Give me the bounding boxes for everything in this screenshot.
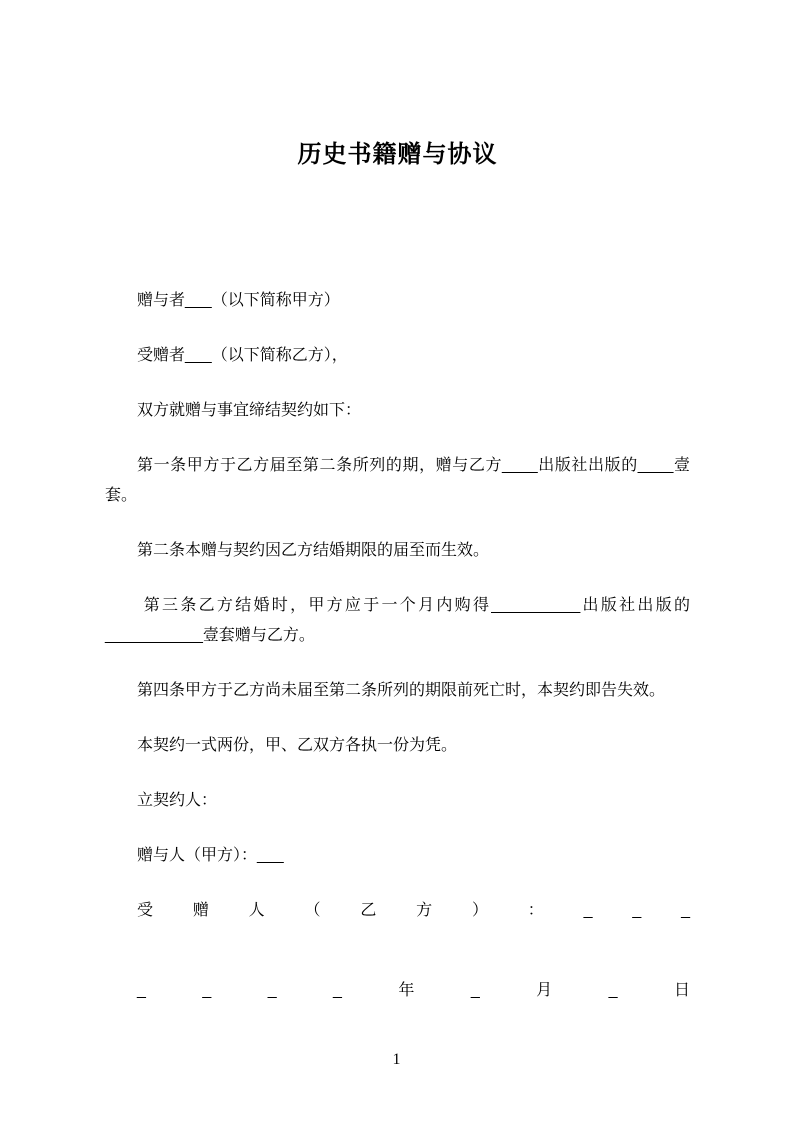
para-preamble: 双方就赠与事宜缔结契约如下： <box>137 402 362 419</box>
document-content <box>105 286 690 1006</box>
para-article-3: 第三条乙方结婚时，甲方应于一个月内购得__________出版社出版的___________壹套赠与乙方。 <box>105 597 690 644</box>
page-number: 1 <box>392 1051 401 1068</box>
para-signatories-label: 立契约人： <box>137 792 218 809</box>
para-article-2: 第二条本赠与契约因乙方结婚期限的届至而生效。 <box>137 542 490 559</box>
para-donor: 赠与者___（以下简称甲方） <box>137 292 340 309</box>
document-title: 历史书籍赠与协议 <box>297 141 498 168</box>
para-article-4: 第四条甲方于乙方尚未届至第二条所列的期限前死亡时，本契约即告失效。 <box>137 682 666 699</box>
para-recipient: 受赠者___（以下简称乙方）， <box>137 347 348 364</box>
recipient-signature-line: 受 赠 人 （ 乙 方 ） ： _ _ _ <box>137 902 690 919</box>
para-article-1: 第一条甲方于乙方届至第二条所列的期，赠与乙方____出版社出版的____壹套。 <box>105 457 690 504</box>
para-donor-signature: 赠与人（甲方）：___ <box>137 847 284 864</box>
para-copies: 本契约一式两份，甲、乙双方各执一份为凭。 <box>137 737 458 754</box>
date-line: _ _ _ _ 年 _ 月 _ 日 <box>137 982 690 999</box>
